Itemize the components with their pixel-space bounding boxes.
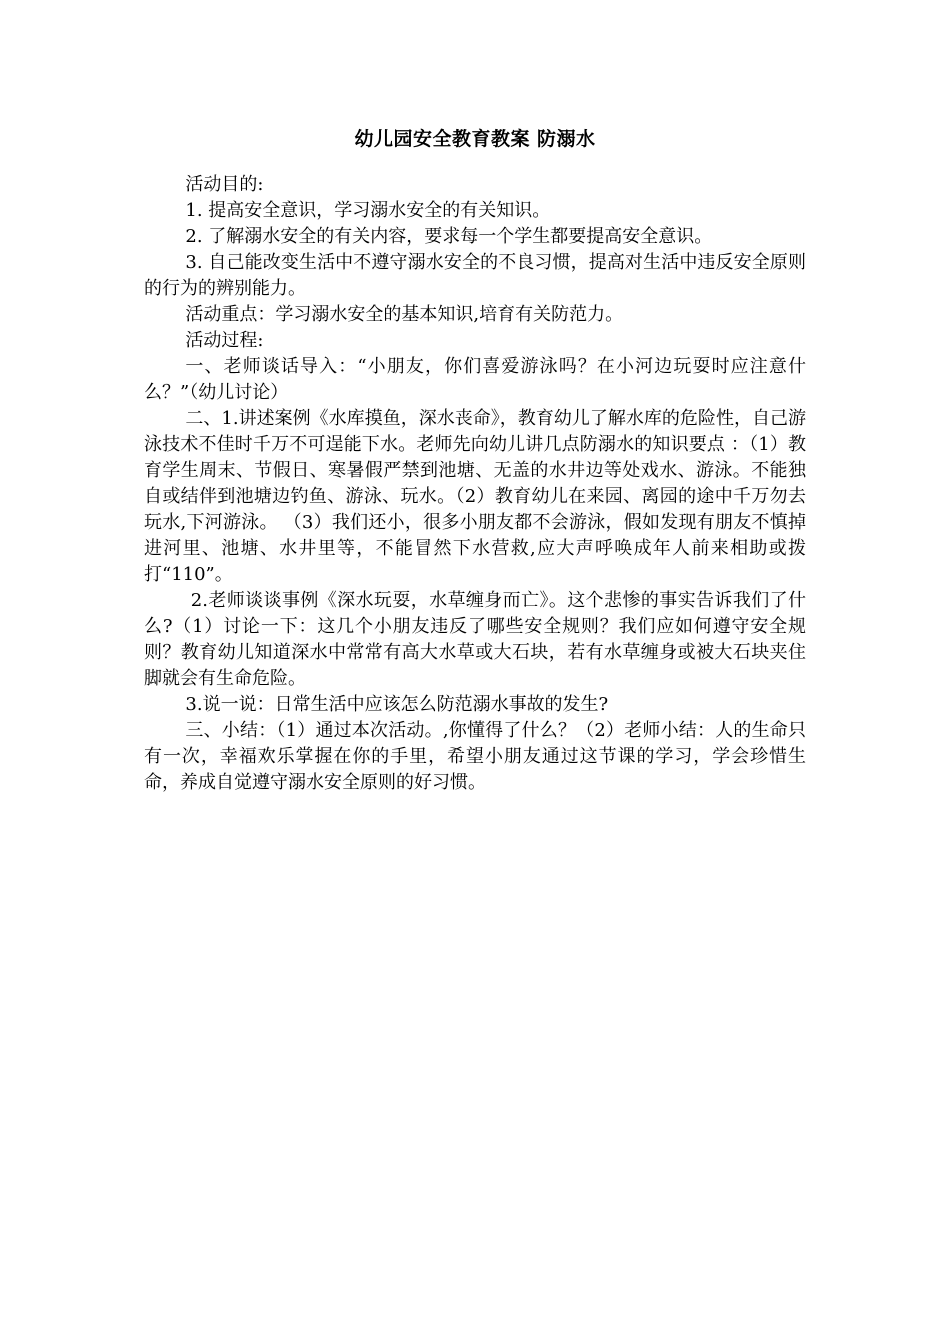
paragraph-objective-1: 1. 提高安全意识，学习溺水安全的有关知识。 xyxy=(185,200,551,221)
paragraph-key-points: 活动重点：学习溺水安全的基本知识,培育有关防范力。 xyxy=(185,304,624,325)
paragraph-step-1: 一、老师谈话导入：“小朋友，你们喜爱游泳吗？在小河边玩耍时应注意什么？”（幼儿讨论） xyxy=(144,356,806,403)
paragraph-step-2-example: 2.老师谈谈事例《深水玩耍，水草缠身而亡》。这个悲惨的事实告诉我们了什么?（1）讨论一下：这几个小朋友违反了哪些安全规则？我们应如何遵守安全规则？教育幼儿知道深水中常常有高大水草或大石块，若有水草缠身或被大石块夹住脚就会有生命危险。 xyxy=(144,590,806,689)
paragraph-objective-2: 2. 了解溺水安全的有关内容，要求每一个学生都要提高安全意识。 xyxy=(185,226,713,247)
paragraph-process-heading: 活动过程: xyxy=(185,330,264,351)
paragraph-summary: 三、小结：（1）通过本次活动。,你懂得了什么？（2）老师小结：人的生命只有一次，幸福欢乐掌握在你的手里，希望小朋友通过这节课的学习，学会珍惜生命，养成自觉遵守溺水安全原则的好习惯。 xyxy=(144,720,806,793)
paragraph-objective-3: 3. 自己能改变生活中不遵守溺水安全的不良习惯，提高对生活中违反安全原则的行为的辨别能力。 xyxy=(144,252,806,299)
paragraph-step-2-case: 二、1.讲述案例《水库摸鱼，深水丧命》，教育幼儿了解水库的危险性，自己游泳技术不佳时千万不可逞能下水。老师先向幼儿讲几点防溺水的知识要点 ：（1）教育学生周末、节假日、寒暑假严禁到池塘、无盖的水井边等处戏水、游泳。不能独自或结伴到池塘边钓鱼、游泳、玩水。（2）教育幼儿在来园、离园的途中千万勿去玩水,下河游泳。 （3）我们还小，很多小朋友都不会游泳，假如发现有朋友不慎掉进河里、池塘、水井里等，不能冒然下水营救,应大声呼唤成年人前来相助或拨打“110”。 xyxy=(144,408,806,585)
paragraph-step-2-discussion: 3.说一说：日常生活中应该怎么防范溺水事故的发生? xyxy=(185,694,609,715)
document-title: 幼儿园安全教育教案 防溺水 xyxy=(354,128,596,150)
paragraph-objectives-heading: 活动目的: xyxy=(185,174,264,195)
document-body xyxy=(144,172,806,796)
